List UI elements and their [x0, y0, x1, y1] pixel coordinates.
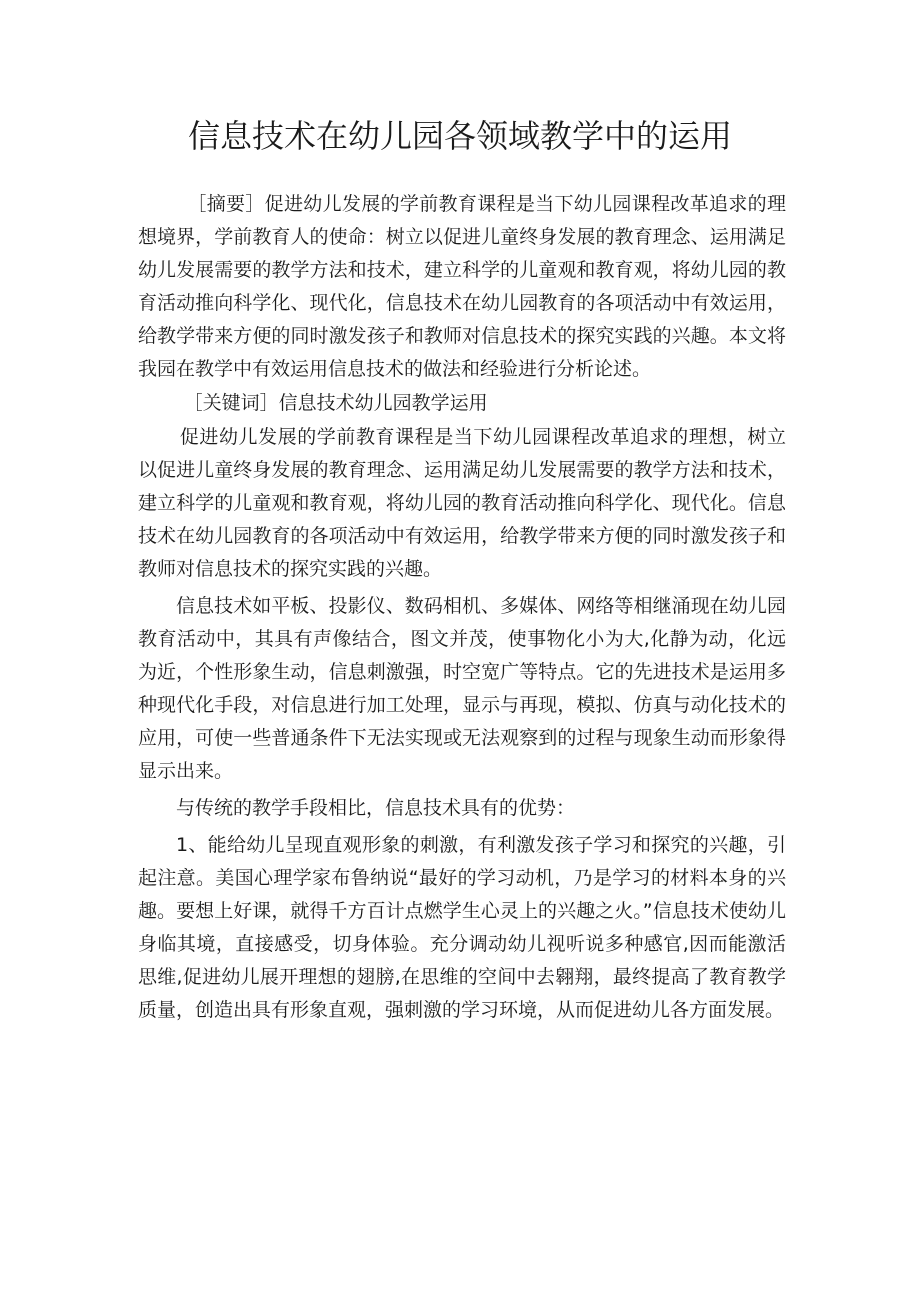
- keywords-paragraph: ［关键词］信息技术幼儿园教学运用: [183, 392, 488, 414]
- body-paragraph: 信息技术如平板、投影仪、数码相机、多媒体、网络等相继涌现在幼儿园教育活动中，其具有声像结合，图文并茂，使事物化小为大,化静为动，化远为近，个性形象生动，信息刺激强，时空宽广等特点。它的先进技术是运用多种现代化手段，对信息进行加工处理，显示与再现，模拟、仿真与动化技术的应用，可使一些普通条件下无法实现或无法观察到的过程与现象生动而形象得显示出来。: [138, 595, 786, 782]
- abstract-paragraph: ［摘要］促进幼儿发展的学前教育课程是当下幼儿园课程改革追求的理想境界，学前教育人的使命：树立以促进儿童终身发展的教育理念、运用满足幼儿发展需要的教学方法和技术，建立科学的儿童观和教育观，将幼儿园的教育活动推向科学化、现代化，信息技术在幼儿园教育的各项活动中有效运用，给教学带来方便的同时激发孩子和教师对信息技术的探究实践的兴趣。本文将我园在教学中有效运用信息技术的做法和经验进行分析论述。: [138, 193, 786, 380]
- body-paragraph: 促进幼儿发展的学前教育课程是当下幼儿园课程改革追求的理想，树立以促进儿童终身发展的教育理念、运用满足幼儿发展需要的教学方法和技术，建立科学的儿童观和教育观，将幼儿园的教育活动推向科学化、现代化。信息技术在幼儿园教育的各项活动中有效运用，给教学带来方便的同时激发孩子和教师对信息技术的探究实践的兴趣。: [138, 426, 786, 580]
- document-title: 信息技术在幼儿园各领域教学中的运用: [187, 117, 732, 155]
- document-body: [138, 188, 786, 1027]
- body-paragraph: 1、能给幼儿呈现直观形象的刺激，有利激发孩子学习和探究的兴趣，引起注意。美国心理学家布鲁纳说“最好的学习动机，乃是学习的材料本身的兴趣。要想上好课，就得千方百计点燃学生心灵上的兴趣之火。”信息技术使幼儿身临其境，直接感受，切身体验。充分调动幼儿视听说多种感官,因而能激活思维,促进幼儿展开理想的翅膀,在思维的空间中去翱翔，最终提高了教育教学质量，创造出具有形象直观，强刺激的学习环境，从而促进幼儿各方面发展。: [138, 834, 786, 1021]
- body-paragraph: 与传统的教学手段相比，信息技术具有的优势：: [176, 797, 576, 819]
